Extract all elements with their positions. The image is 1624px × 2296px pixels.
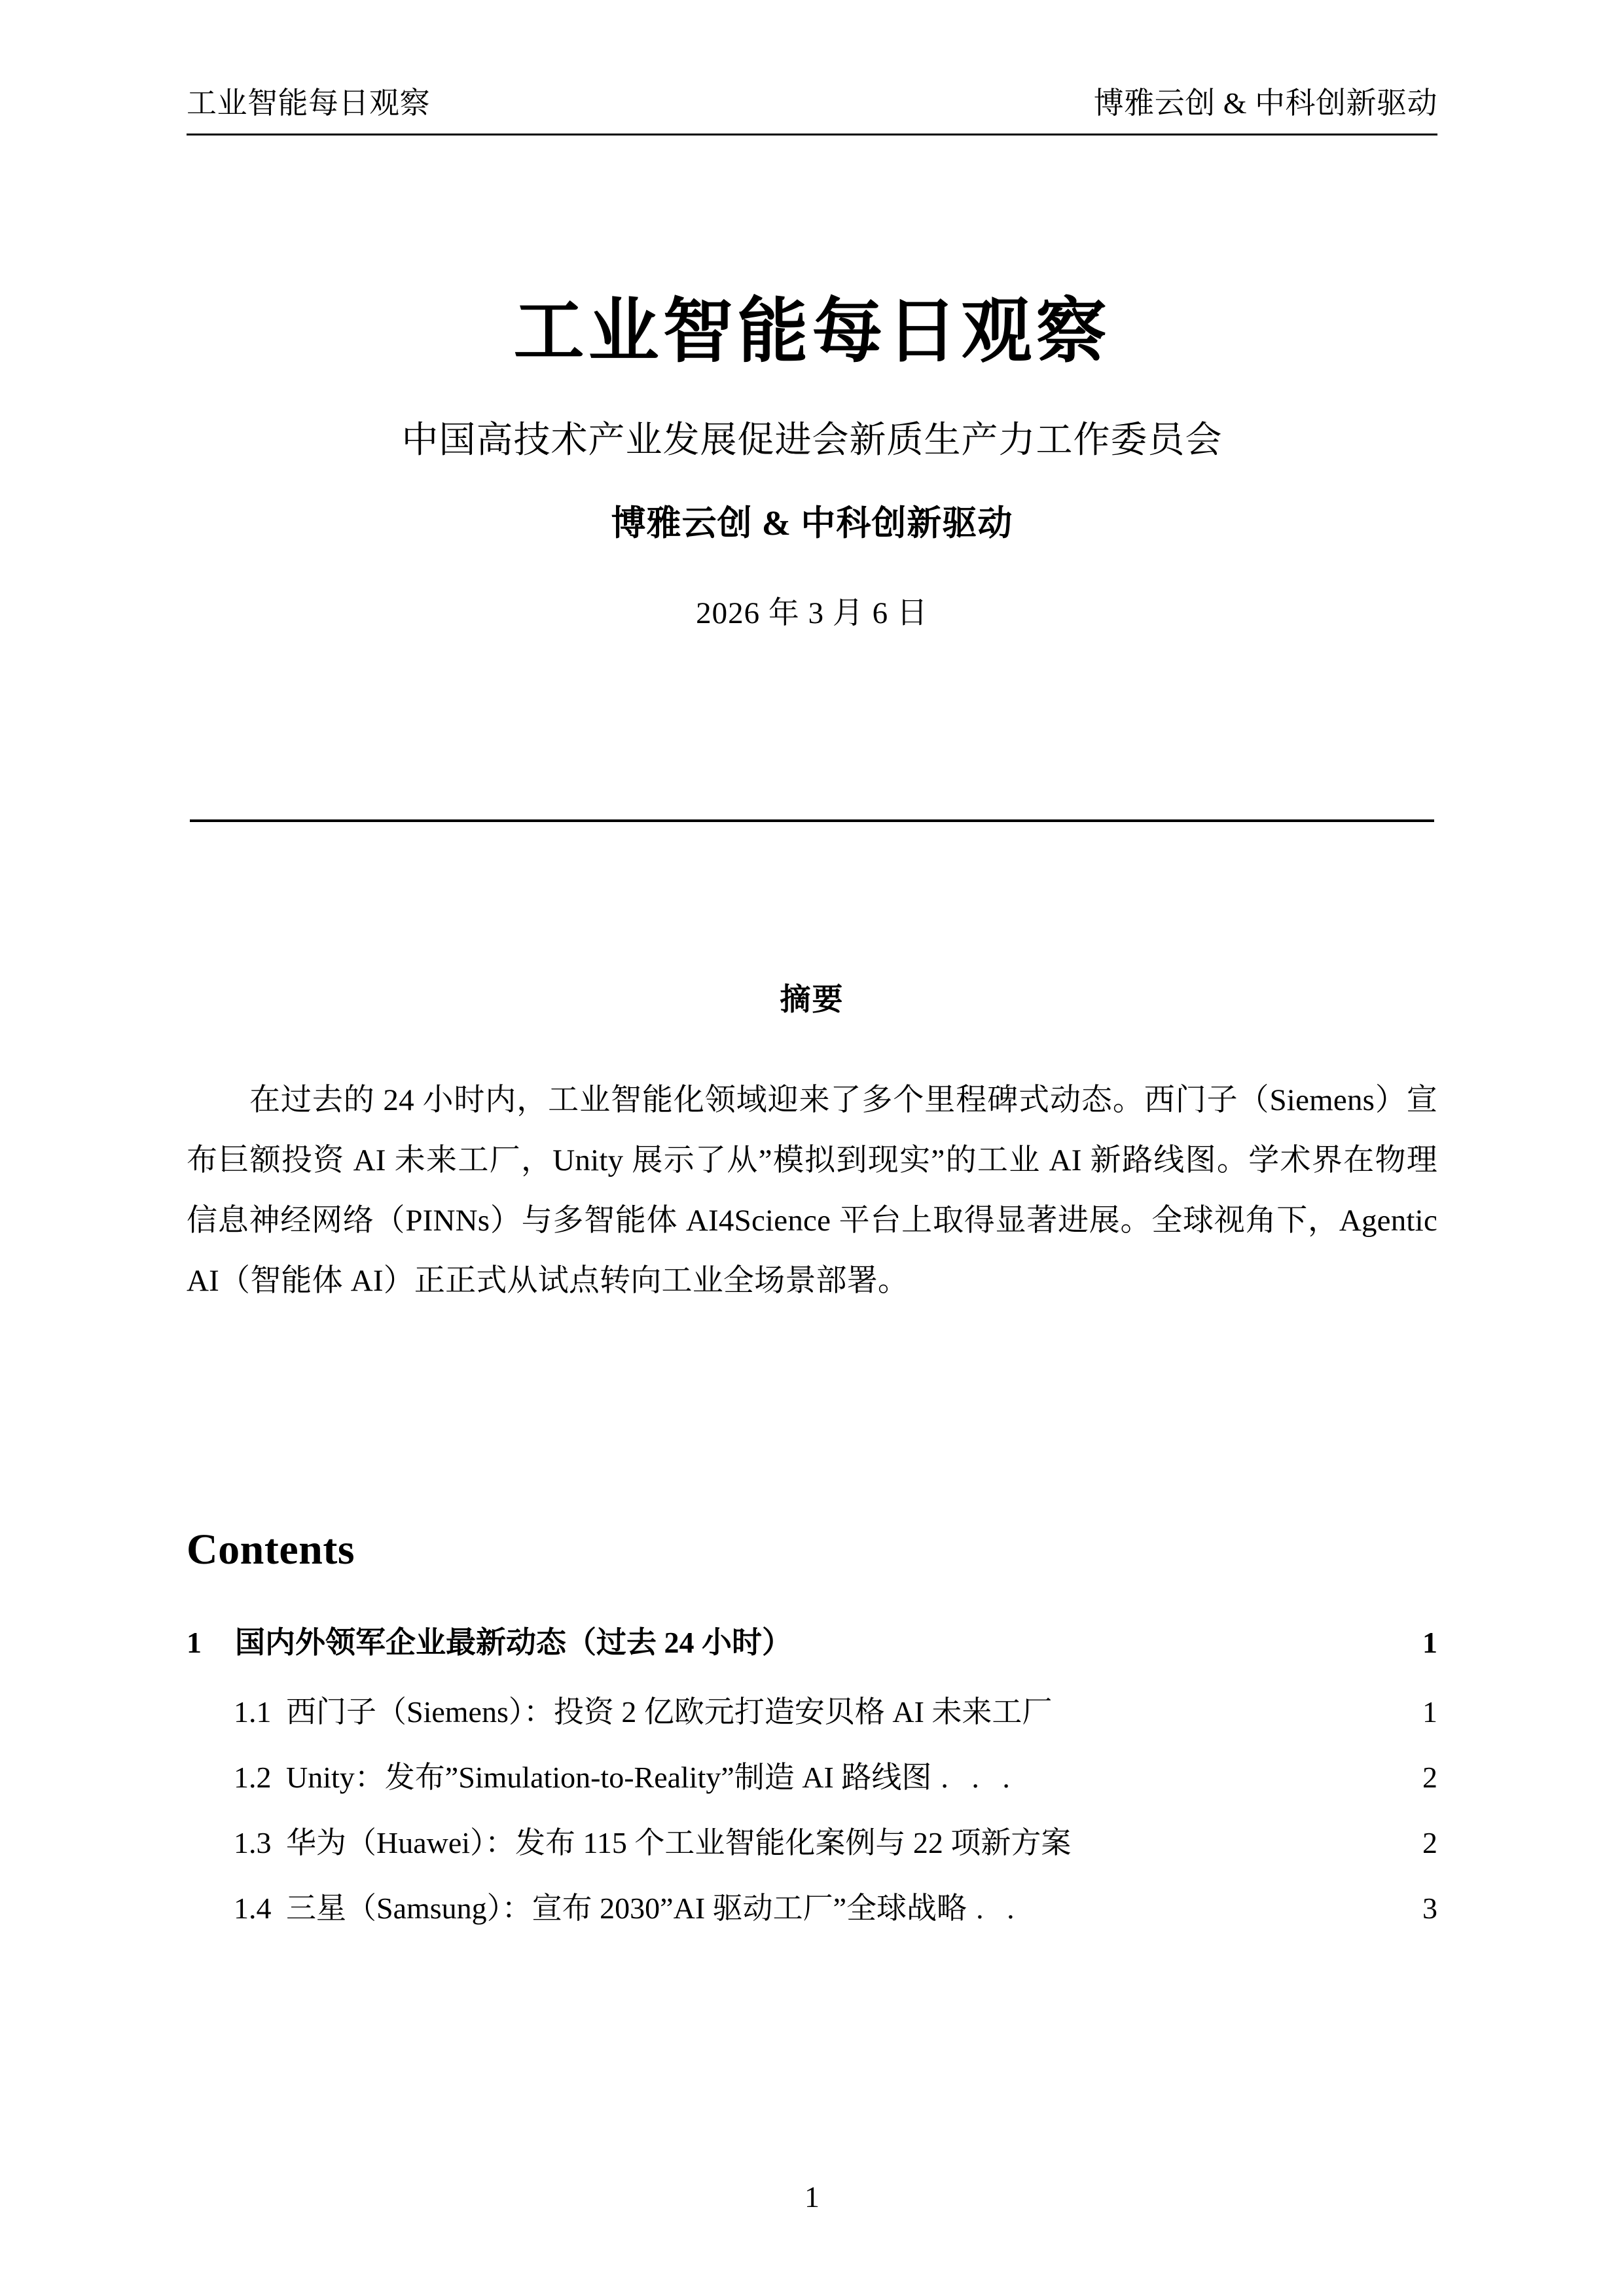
toc-entry-number: 1.4 [234,1892,272,1925]
document-subtitle: 中国高技术产业发展促进会新质生产力工作委员会 [401,420,1223,461]
toc-entry-title: 国内外领军企业最新动态（过去 24 小时） [235,1626,792,1659]
abstract-section [187,975,1437,1311]
page-footer [0,2179,1624,2214]
toc-entry-number: 1.2 [234,1761,272,1794]
toc-entry-title: Unity：发布”Simulation-to-Reality”制造 AI 路线图 [286,1761,932,1794]
toc-entry-title: 华为（Huawei）：发布 115 个工业智能化案例与 22 项新方案 [286,1826,1072,1859]
toc-list [187,1610,1437,1941]
toc-entry-title: 西门子（Siemens）：投资 2 亿欧元打造安贝格 AI 未来工厂 [286,1695,1053,1729]
page-number: 1 [804,2180,820,2214]
document-authors: 博雅云创 & 中科创新驱动 [611,504,1013,543]
toc-leader-dots: . . [976,1892,1022,1925]
toc-entry-number: 1.3 [234,1826,272,1859]
title-separator-rule [190,819,1434,822]
toc-leader-dots: . . . [941,1761,1018,1794]
running-header [187,85,1437,121]
header-rule [187,134,1437,135]
toc-entry[interactable] [187,1876,1437,1941]
table-of-contents [187,1525,1437,1941]
toc-entry-number: 1 [187,1626,202,1659]
abstract-heading: 摘要 [780,983,844,1017]
header-left-title: 工业智能每日观察 [187,86,430,120]
abstract-body [187,1070,1437,1311]
toc-entry[interactable] [187,1810,1437,1876]
toc-entry-page: 1 [1422,1695,1437,1729]
toc-entry[interactable] [187,1679,1437,1745]
toc-entry-number: 1.1 [234,1695,272,1729]
contents-heading: Contents [187,1526,355,1573]
toc-entry-page: 2 [1422,1826,1437,1859]
toc-entry-page: 2 [1422,1761,1437,1794]
toc-entry[interactable] [187,1745,1437,1810]
abstract-paragraph: 在过去的 24 小时内，工业智能化领域迎来了多个里程碑式动态。西门子（Siemens）宣布巨额投资 AI 未来工厂，Unity 展示了从”模拟到现实”的工业 AI 新路线图。学术界在物理信息神经网络（PINNs）与多智能体 AI4Science 平台上取得显著进展。全球视角下，Agentic AI（智能体 AI）正正式从试点转向工业全场景部署。 [187,1083,1437,1298]
toc-entry[interactable] [187,1610,1437,1676]
header-right-title: 博雅云创 & 中科创新驱动 [1093,86,1437,120]
document-date: 2026 年 3 月 6 日 [696,596,928,630]
toc-entry-page: 1 [1422,1626,1437,1659]
page-title: 工业智能每日观察 [513,293,1111,371]
title-block [187,288,1437,634]
toc-entry-page: 3 [1422,1892,1437,1925]
toc-entry-title: 三星（Samsung）：宣布 2030”AI 驱动工厂”全球战略 [286,1892,967,1925]
